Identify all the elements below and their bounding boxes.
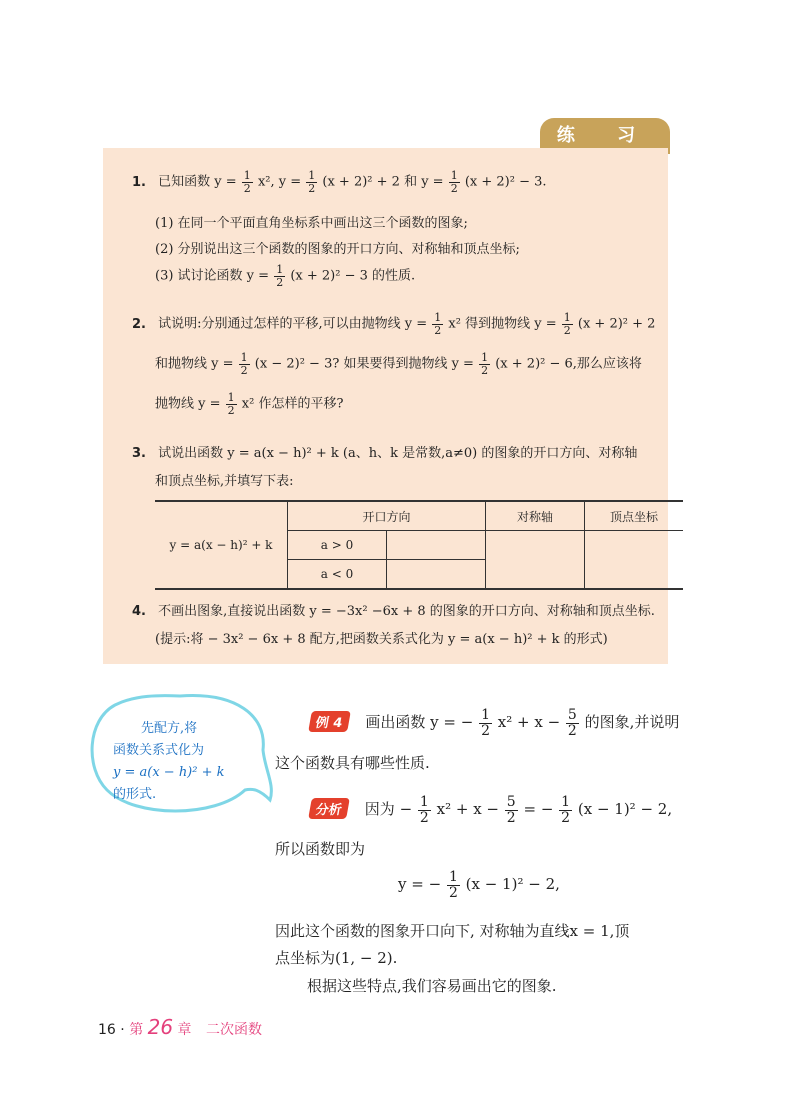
header-opening: 开口方向 xyxy=(288,501,486,531)
header-vertex: 顶点坐标 xyxy=(585,501,684,531)
function-2-tail: (x + 2)² + 2 和 y = xyxy=(322,174,448,190)
blank-cell[interactable] xyxy=(486,531,585,590)
exercise-4-line2: (提示:将 − 3x² − 6x + 8 配方,把函数关系式化为 y = a(x − h)² + k 的形式) xyxy=(155,632,608,647)
exercise-3-line1: 3. 试说出函数 y = a(x − h)² + k (a、h、k 是常数,a≠0) 的图象的开口方向、对称轴 xyxy=(132,446,638,461)
example-label: 例 4 xyxy=(308,711,350,732)
fraction-half: $\frac{1}{2}$ xyxy=(448,869,458,901)
fraction-half: $\frac{1}{2}$ xyxy=(481,707,490,739)
fraction-half: $\frac{1}{2}$ xyxy=(227,391,235,417)
fraction-half: $\frac{1}{2}$ xyxy=(450,169,458,195)
analysis-line2: 所以函数即为 xyxy=(275,840,366,858)
exercise-1-line xyxy=(132,170,547,194)
analysis-equation: y = − $\frac{1}{2}$ (x − 1)² − 2, xyxy=(398,869,560,901)
y-eq: y = xyxy=(214,174,241,190)
page-footer: 16 · 第 26 章 二次函数 xyxy=(98,1015,262,1039)
example-line2: 这个函数具有哪些性质. xyxy=(275,754,430,772)
analysis-line4: 点坐标为(1, − 2). xyxy=(275,949,398,967)
fraction-five-halves: $\frac{5}{2}$ xyxy=(567,707,577,739)
page-number: 16 xyxy=(98,1022,116,1038)
chapter-pre: 第 xyxy=(129,1022,144,1038)
exercise-1-number: 1. xyxy=(132,174,146,190)
chapter-title: 二次函数 xyxy=(206,1022,262,1038)
fraction-half: $\frac{1}{2}$ xyxy=(419,794,429,826)
function-1-tail: x², y = xyxy=(257,174,306,190)
cell-a-negative: a < 0 xyxy=(288,560,387,590)
fraction-half: $\frac{1}{2}$ xyxy=(434,311,442,337)
example-line1: 例 4 画出函数 y = − $\frac{1}{2}$ x² + x − $\frac{5}{2}$ 的图象,并说明 xyxy=(310,708,679,738)
fraction-half: $\frac{1}{2}$ xyxy=(243,169,251,195)
blank-cell[interactable] xyxy=(387,531,486,560)
fraction-half: $\frac{1}{2}$ xyxy=(481,351,489,377)
exercise-2-number: 2. xyxy=(132,316,146,332)
cell-a-positive: a > 0 xyxy=(288,531,387,560)
analysis-label: 分析 xyxy=(308,798,350,819)
fraction-half: $\frac{1}{2}$ xyxy=(308,169,316,195)
exercise-3-line2: 和顶点坐标,并填写下表: xyxy=(155,474,294,489)
exercise-2-line2: 和抛物线 y = $\frac{1}{2}$ (x − 2)² − 3? 如果要得到抛物线 y = $\frac{1}{2}$ (x + 2)² − 6,那么应该将 xyxy=(155,351,642,377)
chapter-number: 26 xyxy=(147,1015,174,1039)
fraction-half: $\frac{1}{2}$ xyxy=(561,794,571,826)
exercise-1-sub2: (2) 分别说出这三个函数的图象的开口方向、对称轴和顶点坐标; xyxy=(155,242,520,257)
exercise-3-number: 3. xyxy=(132,446,146,461)
analysis-line5: 根据这些特点,我们容易画出它的图象. xyxy=(307,977,557,995)
fraction-half: $\frac{1}{2}$ xyxy=(240,351,248,377)
fraction-five-halves: $\frac{5}{2}$ xyxy=(506,794,516,826)
blank-cell[interactable] xyxy=(387,560,486,590)
analysis-line3: 因此这个函数的图象开口向下, 对称轴为直线x = 1,顶 xyxy=(275,922,630,940)
fraction-half: $\frac{1}{2}$ xyxy=(563,311,571,337)
blank-cell[interactable] xyxy=(585,531,684,590)
analysis-line1: 分析 因为 − $\frac{1}{2}$ x² + x − $\frac{5}{2}$ = − $\frac{1}{2}$ (x − 1)² − 2, xyxy=(310,795,672,825)
exercise-4-line1: 4. 不画出图象,直接说出函数 y = −3x² −6x + 8 的图象的开口方向、对称轴和顶点坐标. xyxy=(132,604,655,619)
fraction-half: $\frac{1}{2}$ xyxy=(276,263,284,289)
section-tab: 练 习 xyxy=(540,118,670,154)
vertex-form-table xyxy=(155,500,683,590)
exercise-1-sub3: (3) 试讨论函数 y = $\frac{1}{2}$ (x + 2)² − 3 的性质. xyxy=(155,263,416,289)
exercise-4-number: 4. xyxy=(132,604,146,619)
exercise-2-line1: 2. 试说明:分别通过怎样的平移,可以由抛物线 y = $\frac{1}{2}$ x² 得到抛物线 y = $\frac{1}{2}$ (x + 2)² + 2 xyxy=(132,311,656,337)
table-row-label: y = a(x − h)² + k xyxy=(155,501,288,589)
bubble-text: 先配方,将 函数关系式化为 y = a(x − h)² + k 的形式. xyxy=(113,721,225,802)
header-axis: 对称轴 xyxy=(486,501,585,531)
function-3-tail: (x + 2)² − 3. xyxy=(464,174,547,190)
chapter-post: 章 xyxy=(177,1022,192,1038)
exercise-2-line3: 抛物线 y = $\frac{1}{2}$ x² 作怎样的平移? xyxy=(155,391,344,417)
exercise-1-intro: 已知函数 xyxy=(158,174,211,190)
exercise-1-sub1: (1) 在同一个平面直角坐标系中画出这三个函数的图象; xyxy=(155,216,468,231)
